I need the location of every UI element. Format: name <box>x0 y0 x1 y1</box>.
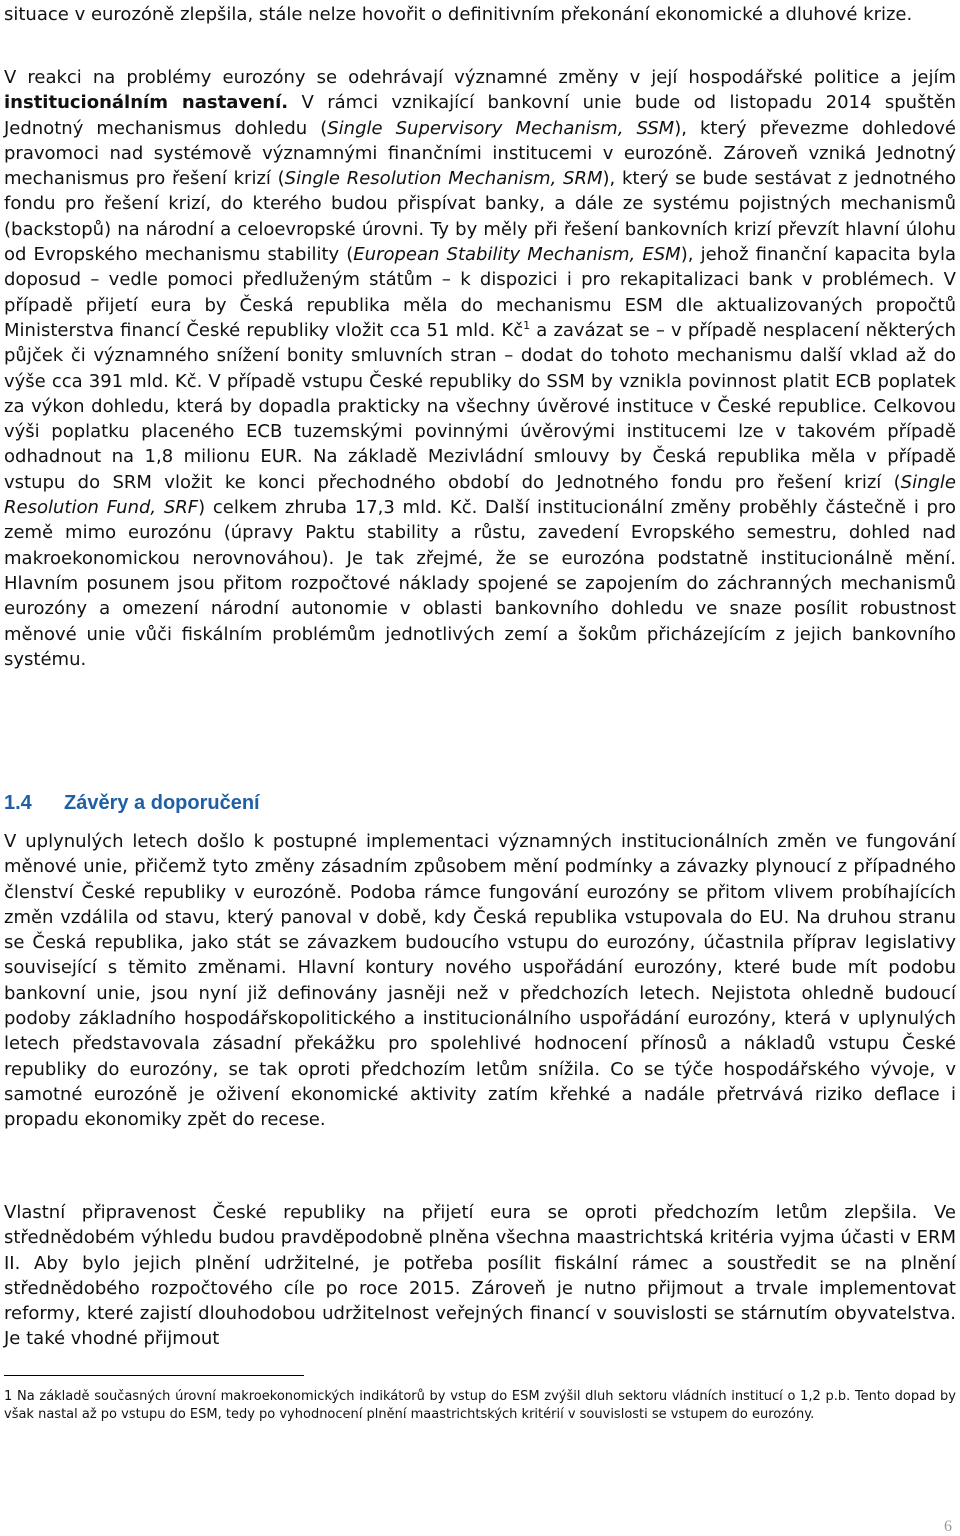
text-run: V rámci vznikající bankovní unie bude od listopadu 2014 spuštěn Jednotný mechanismus dohledu ( <box>4 92 956 139</box>
section-heading <box>4 792 260 815</box>
text-run: ), jehož finanční kapacita byla doposud – vedle pomoci předluženým státům – k dispozici i pro rekapitalizaci bank v problémech. V případě přijetí eura by Česká republika měla do mechanismu ESM dle aktualizovaných propočtů Ministerstva financí České republiky vložit cca 51 mld. Kč <box>4 244 957 341</box>
text-run: V reakci na problémy eurozóny se odehrávají významné změny v její hospodářské politice a jejím <box>4 67 956 88</box>
paragraph-readiness <box>4 1200 956 1352</box>
paragraph-conclusions <box>4 829 956 1133</box>
bold-phrase: institucionálním nastavení. <box>4 92 289 114</box>
text-run: ), který převezme dohledové pravomoci nad systémově významnými finančními institucemi v eurozóně. Zároveň vzniká Jednotný mechanismus pro řešení krizí ( <box>4 117 956 190</box>
paragraph-continuation <box>4 2 956 27</box>
italic-term-ssm: Single Supervisory Mechanism, SSM <box>327 117 675 139</box>
footnote-text: 1 Na základě současných úrovní makroekonomických indikátorů by vstup do ESM zvýšil dluh sektoru vládních institucí o 1,2 p.b. Tento dopad by však nastal až po vstupu do ESM, tedy po vyhodnocení plnění maastrichtských kritérií v souvislosti se vstupem do eurozóny. <box>4 1389 956 1422</box>
italic-term-esm: European Stability Mechanism, ESM <box>353 244 681 266</box>
text-run: ) celkem zhruba 17,3 mld. Kč. Další institucionální změny proběhly částečně i pro země mimo eurozónu (úpravy Paktu stability a růstu, zavedení Evropského semestru, dohled nad makroekonomickou nerovnováhou). Je tak zřejmé, že se eurozóna podstatně institucionálně mění. Hlavním posunem jsou přitom rozpočtové náklady spojené se zapojením do záchranných mechanismů eurozóny a omezení národní autonomie v oblasti bankovního dohledu ve snaze posílit robustnost měnové unie vůči fiskálním problémům jednotlivých zemí a šokům přicházejícím z jejich bankovního systému. <box>4 497 956 670</box>
section-title: Závěry a doporučení <box>64 792 260 814</box>
italic-term-srf: Single Resolution Fund, SRF <box>4 471 956 519</box>
text-run: ), který se bude sestávat z jednotného fondu pro řešení krizí, do kterého budou přispívat banky, a dále ze systému pojistných mechanismů (backstopů) na národní a celoevropské úrovni. Ty by měly při řešení bankovních krizí převzít hlavní úlohu od Evropského mechanismu stability ( <box>4 168 957 266</box>
page-number: 6 <box>944 1518 952 1535</box>
footnote <box>4 1388 956 1423</box>
paragraph-institutional-changes <box>4 65 956 672</box>
footnote-reference[interactable]: 1 <box>523 318 531 332</box>
paragraph-text: Vlastní připravenost České republiky na přijetí eura se oproti předchozím letům zlepšila. Ve střednědobém výhledu budou pravděpodobně plněna všechna maastrichtská kritéria vyjma účasti v ERM II. Aby bylo jejich plnění udržitelné, je potřeba posílit fiskální rámec a soustředit se na plnění střednědobého rozpočtového cíle po roce 2015. Zároveň je nutno přijmout a trvale implementovat reformy, které zajistí dlouhodobou udržitelnost veřejných financí v souvislosti se stárnutím obyvatelstva. Je také vhodné přijmout <box>4 1202 956 1350</box>
footnote-divider <box>4 1375 304 1376</box>
paragraph-text: V uplynulých letech došlo k postupné implementaci významných institucionálních změn ve fungování měnové unie, přičemž tyto změny zásadním způsobem mění podmínky a závazky plynoucí z případného členství České republiky v eurozóně. Podoba rámce fungování eurozóny se přitom vlivem probíhajících změn vzdálila od stavu, který panoval v době, kdy Česká republika vstupovala do EU. Na druhou stranu se Česká republika, jako stát se závazkem budoucího vstupu do eurozóny, účastnila příprav legislativy související s těmito změnami. Hlavní kontury nového uspořádání eurozóny, které bude mít podobu bankovní unie, jsou nyní již definovány jasněji než v předchozích letech. Nejistota ohledně budoucí podoby základního hospodářskopolitického a institucionálního uspořádání eurozóny, která v uplynulých letech představovala zásadní překážku pro spolehlivé hodnocení přínosů a nákladů vstupu České republiky do eurozóny, se tak oproti předchozím letům snížila. Co se týče hospodářského vývoje, v samotné eurozóně je oživení ekonomické aktivity zatím křehké a nadále přetrvává riziko deflace i propadu ekonomiky zpět do recese. <box>4 831 956 1131</box>
text-run: a zavázat se – v případě nesplacení některých půjček či významného snížení bonity smluvních stran – dodat do tohoto mechanismu další vklad až do výše cca 391 mld. Kč. V případě vstupu České republiky do SSM by vznikla povinnost platit ECB poplatek za výkon dohledu, která by dopadla prakticky na všechny úvěrové instituce v České republice. Celkovou výši poplatku placeného ECB tuzemskými povinnými úvěrovými institucemi lze v takovém případě odhadnout na 1,8 milionu EUR. Na základě Mezivládní smlouvy by Česká republika měla v případě vstupu do SRM vložit ke konci přechodného období do Jednotného fondu pro řešení krizí ( <box>4 319 956 493</box>
section-number: 1.4 <box>4 792 32 814</box>
paragraph-text: situace v eurozóně zlepšila, stále nelze hovořit o definitivním překonání ekonomické a dluhové krize. <box>4 4 913 25</box>
italic-term-srm: Single Resolution Mechanism, SRM <box>284 168 603 190</box>
